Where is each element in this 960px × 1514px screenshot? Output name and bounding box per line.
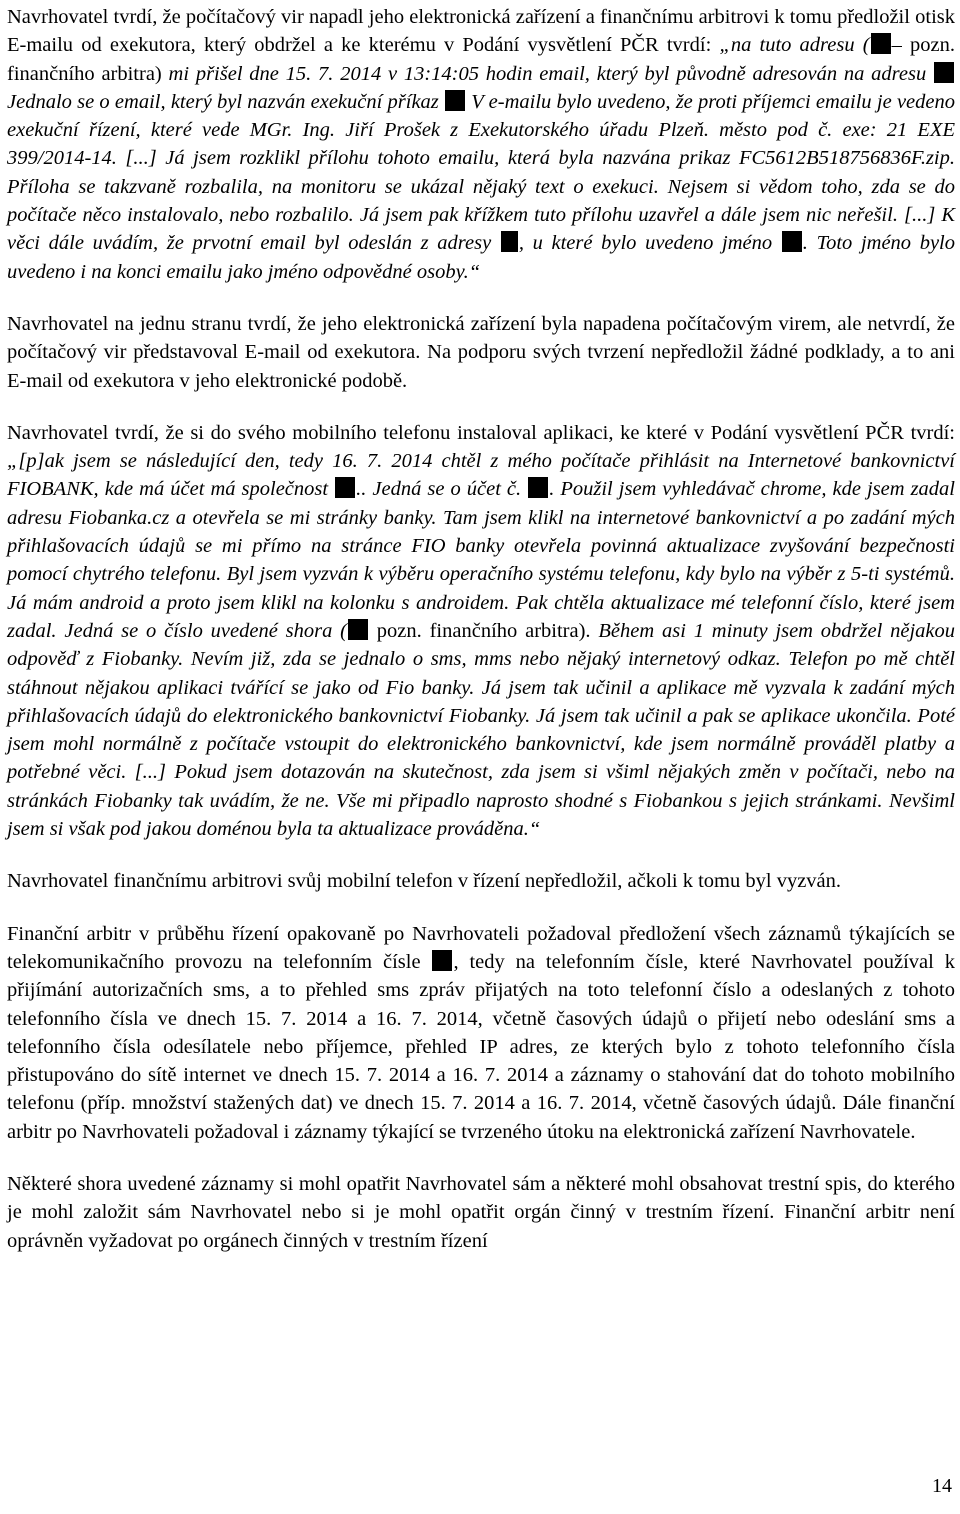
quote-text: . Použil jsem vyhledávač chrome, kde jsem zadal adresu Fiobanka.cz a otevřela se mi stránky banky. Tam jsem klikl na internetové bankovnictví a po zadání mých přihlašovacích údajů se mi přímo na stránce FIO banky otevřela povinná aktualizace zvyšování bezpečnosti pomocí chytrého telefonu. Byl jsem vyzván k výběru operačního systému telefonu, kdy bylo na výběr z 5-ti systémů. Já mám android a proto jsem klikl na kolonku s androidem. Pak chtěla aktualizace mé telefonní číslo, které jsem zadal. Jedná se o číslo uvedené shora (	[7, 478, 955, 642]
redaction-block	[501, 231, 518, 252]
redaction-block	[782, 231, 802, 252]
paragraph-phone-not-submitted: Navrhovatel finančnímu arbitrovi svůj mobilní telefon v řízení nepředložil, ačkoli k tomu byl vyzván.	[7, 870, 842, 893]
redaction-block	[348, 619, 368, 640]
paragraph-no-evidence: Navrhovatel na jednu stranu tvrdí, že jeho elektronická zařízení byla napadena počítačovým virem, ale netvrdí, že počítačový vir představoval E-mail od exekutora. Na podporu svých tvrzení nepředložil žádné podklady, a to ani E-mail od exekutora v jeho elektronické podobě.	[7, 312, 955, 392]
quote-text: , u které bylo uvedeno jméno	[518, 232, 781, 255]
quote-text: Jednalo se o email, který byl nazván exekuční příkaz	[7, 90, 445, 113]
redaction-block	[445, 90, 465, 111]
redaction-block	[934, 62, 954, 83]
editor-note: pozn. finančního arbitra).	[368, 619, 591, 642]
quote-text: . Toto jméno bylo uvedeno i na konci emailu jako jméno odpovědné osoby.“	[7, 232, 955, 283]
quote-text: „[p]ak jsem se následující den, tedy 16. 7. 2014 chtěl z mého počítače přihlásit na Internetové bankovnictví FIOBANK, kde má účet má společnost	[7, 450, 955, 501]
paragraph-records-request	[7, 920, 955, 1146]
text: Navrhovatel tvrdí, že si do svého mobilního telefonu instaloval aplikaci, ke které v Podání vysvětlení PČR tvrdí:	[7, 421, 955, 444]
quote-text: mi přišel dne 15. 7. 2014 v 13:14:05 hodin email, který byl původně adresován na adresu	[161, 62, 934, 85]
quote-text: Během asi 1 minuty jsem obdržel nějakou odpověď z Fiobanky. Nevím již, zda se jednalo o sms, mms nebo nějaký internetový odkaz. Telefon po mě chtěl stáhnout nějakou aplikaci tvářící se jako od Fio banky. Já jsem tak učinil a aplikace mě vyzvala k zadání mých přihlašovacích údajů do elektronického bankovnictví Fiobanky. Já jsem tak učinil a pak se aplikace ukončila. Poté jsem mohl normálně z počítače vstoupit do elektronického bankovnictví, kde jsem normálně prováděl platby a potřebné věci. [...] Pokud jsem dotazován na skutečnost, zda jsem si všiml nějakých změn v počítači, nebo na stránkách Fiobanky tak uvádím, že ne. Vše mi připadlo naprosto shodné s Fiobankou s jejich stránkami. Nevšiml jsem si však pod jakou doménou byla ta aktualizace prováděna.“	[7, 619, 956, 841]
quote-text: „na tuto adresu (	[719, 34, 870, 57]
paragraph-records-source: Některé shora uvedené záznamy si mohl opatřit Navrhovatel sám a některé mohl obsahovat trestní spis, do kterého je mohl založit sám Navrhovatel nebo si je mohl opatřit orgán činný v trestním řízení. Finanční arbitr není oprávněn vyžadovat po orgánech činných v trestním řízení	[7, 1172, 955, 1252]
text: Navrhovatel tvrdí, že počítačový vir napadl jeho elektronická zařízení a finančnímu arbitrovi k tomu předložil otisk E-mailu od exekutora, který obdržel a ke kterému v Podání vysvětlení PČR tvrdí:	[7, 6, 955, 57]
paragraph-virus-claim	[7, 3, 955, 286]
document-page	[7, 0, 955, 1255]
editor-note: – pozn. finančního arbitra)	[7, 34, 955, 85]
redaction-block	[871, 33, 891, 54]
text: Finanční arbitr v průběhu řízení opakovaně po Navrhovateli požadoval předložení všech záznamů týkajících se telekomunikačního provozu na telefonním čísle	[7, 922, 955, 973]
redaction-block	[335, 477, 355, 498]
page-number: 14	[932, 1475, 952, 1497]
text: , tedy na telefonním čísle, které Navrhovatel používal k přijímání autorizačních sms, a to přehled sms zpráv přijatých na toto telefonní číslo a odeslaných z tohoto telefonního čísla ve dnech 15. 7. 2014 a 16. 7. 2014, včetně časových údajů o přijetí nebo odeslání sms a telefonního čísla odesílatele nebo příjemce, přehled IP adres, ze kterých bylo z tohoto telefonního čísla přistupováno do sítě internet ve dnech 15. 7. 2014 a 16. 7. 2014 a záznamy o stahování dat do tohoto mobilního telefonu (příp. množství stažených dat) ve dnech 15. 7. 2014 a 16. 7. 2014, včetně časových údajů. Dále finanční arbitr po Navrhovateli požadoval i záznamy týkající se tvrzeného útoku na elektronická zařízení Navrhovatele.	[7, 950, 955, 1143]
quote-text: .. Jedná se o účet č.	[356, 478, 528, 501]
redaction-block	[528, 477, 548, 498]
quote-text: V e-mailu bylo uvedeno, že proti příjemci emailu je vedeno exekuční řízení, které vede MGr. Ing. Jiří Prošek z Exekutorského úřadu Plzeň. město pod č. exe: 21 EXE 399/2014-14. [...] Já jsem rozklikl přílohu tohoto emailu, která byla nazvána prikaz FC5612B518756836F.zip. Příloha se takzvaně rozbalila, na monitoru se ukázal nějaký text o exekuci. Nejsem si vědom toho, zda se do počítače něco instalovalo, nebo rozbalilo. Já jsem pak křížkem tuto přílohu uzavřel a dále jsem nic neřešil. [...] K věci dále uvádím, že prvotní email byl odeslán z adresy	[7, 90, 955, 255]
paragraph-app-claim	[7, 419, 955, 843]
redaction-block	[432, 950, 452, 971]
